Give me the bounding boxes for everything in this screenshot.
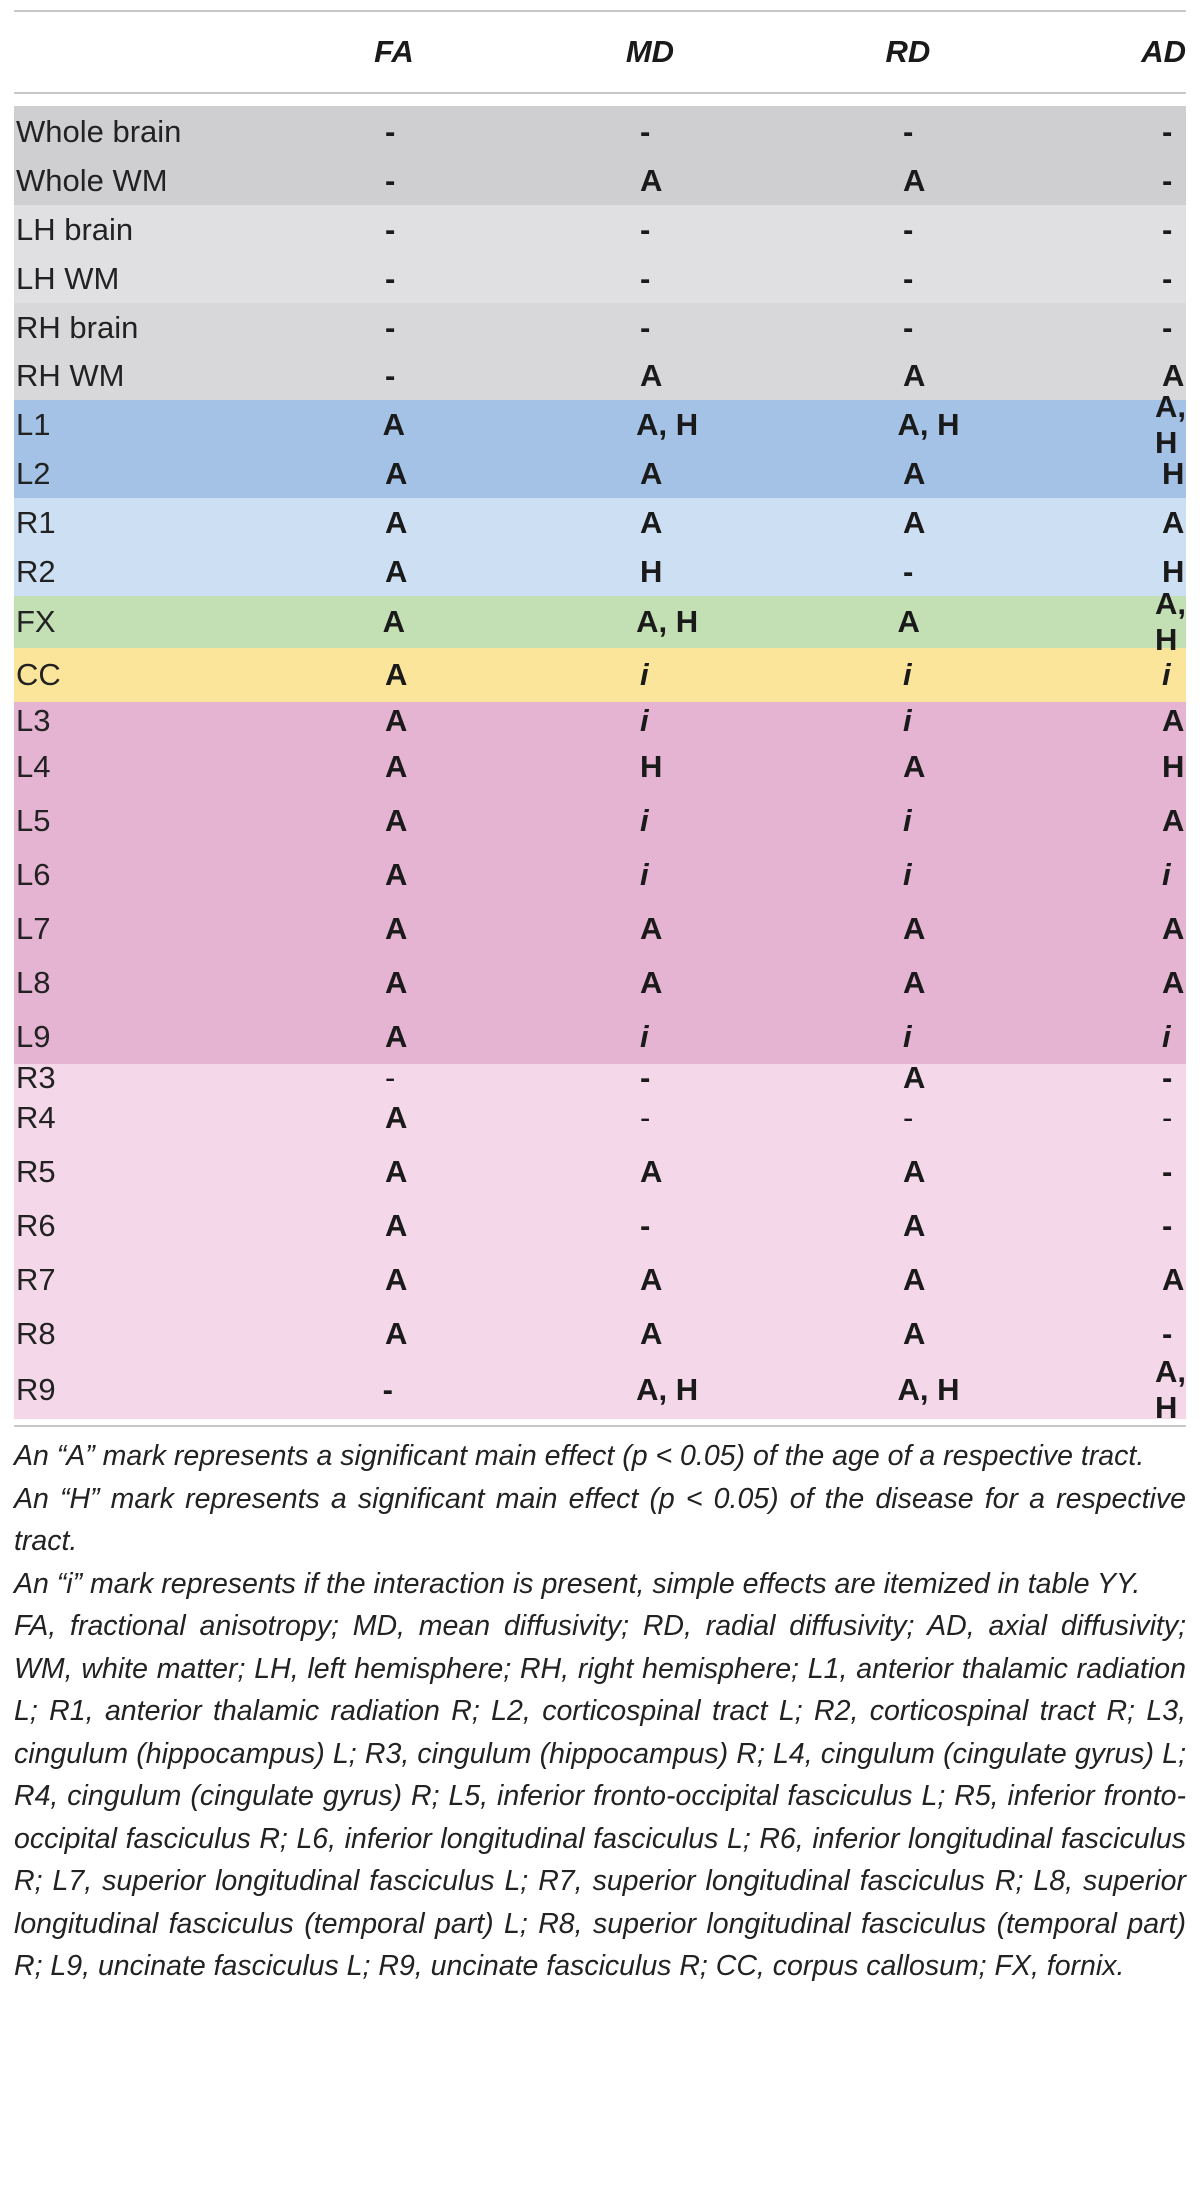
cell-md: - [640, 1208, 651, 1243]
row-label: LH brain [16, 212, 134, 247]
table-row [14, 1059, 1186, 1095]
row-label: R2 [16, 554, 56, 589]
cell-rd: - [903, 113, 914, 149]
cell-md: H [640, 749, 663, 784]
cell-fa: - [385, 163, 396, 198]
row-label: R9 [16, 1372, 56, 1407]
row-label: L3 [16, 703, 51, 738]
row-label: R4 [16, 1100, 56, 1135]
header-md: MD [625, 34, 675, 69]
table-row [14, 1145, 1186, 1199]
cell-md: A [640, 456, 663, 491]
cell-fa: - [385, 358, 396, 393]
cell-ad: i [1162, 1019, 1171, 1054]
cell-md: H [640, 554, 663, 589]
cell-fa: A [385, 1100, 408, 1135]
cell-rd: i [903, 857, 912, 892]
row-label: RH WM [16, 358, 125, 393]
cell-rd: A [903, 1262, 926, 1297]
table-row [14, 1010, 1186, 1064]
row-label: R3 [16, 1059, 56, 1095]
results-table [14, 10, 1186, 1988]
table-body [14, 106, 1186, 1425]
table-row [14, 205, 1186, 255]
table-row [14, 1199, 1186, 1253]
cell-md: i [640, 657, 649, 692]
footnote-h: An “H” mark represents a significant main effect (p < 0.05) of the disease for a respective tract. [14, 1482, 1186, 1557]
cell-fa: A [385, 1154, 408, 1189]
cell-ad: A [1162, 965, 1185, 1000]
cell-rd: A [903, 1316, 926, 1351]
footnote-a: An “A” mark represents a significant main effect (p < 0.05) of the age of a respective tract. [14, 1440, 1145, 1472]
row-label: Whole brain [16, 113, 182, 149]
cell-md: A [640, 1316, 663, 1351]
cell-md: A [640, 965, 663, 1000]
cell-fa: A [385, 749, 408, 784]
cell-fa: A [385, 965, 408, 1000]
cell-ad: A, H [1155, 389, 1186, 460]
cell-ad: - [1162, 1154, 1173, 1189]
cell-rd: A [903, 456, 926, 491]
cell-ad: A, H [1155, 1354, 1186, 1425]
row-label: L6 [16, 857, 51, 892]
row-label: LH WM [16, 261, 120, 296]
cell-ad: - [1162, 1208, 1173, 1243]
footnote-abbreviations: FA, fractional anisotropy; MD, mean diffusivity; RD, radial diffusivity; AD, axial diffusivity; WM, white matter; LH, left hemisphere; RH, right hemisphere; L1, anterior thalamic radiation L; R1, anterior thalamic radiation R; L2, corticospinal tract L; R2, corticospinal tract R; L3, cingulum (hippocampus) L; R3, cingulum (hippocampus) R; L4, cingulum (cingulate gyrus) L; R4, cingulum (cingulate gyrus) R; L5, inferior fronto-occipital fasciculus L; R5, inferior fronto-occipital fasciculus R; L6, inferior longitudinal fasciculus L; R6, inferior longitudinal fasciculus R; L7, superior longitudinal fasciculus L; R7, superior longitudinal fasciculus R; L8, superior longitudinal fasciculus (temporal part) L; R8, superior longitudinal fasciculus (temporal part) R; L9, uncinate fasciculus L; R9, uncinate fasciculus R; CC, corpus callosum; FX, fornix. [14, 1610, 1186, 1982]
row-label: R6 [16, 1208, 56, 1243]
cell-md: A [640, 911, 663, 946]
cell-ad: H [1162, 554, 1185, 589]
cell-ad: A, H [1155, 586, 1186, 657]
cell-fa: A [385, 1262, 408, 1297]
cell-ad: - [1162, 113, 1173, 149]
cell-rd: - [903, 212, 914, 247]
row-label: L1 [16, 407, 51, 442]
cell-fa: - [382, 1372, 393, 1407]
table-row [14, 1307, 1186, 1361]
table-row [14, 352, 1186, 400]
table-row [14, 1091, 1186, 1145]
table-row [14, 902, 1186, 956]
cell-rd: A [903, 505, 926, 540]
cell-ad: A [1162, 703, 1185, 738]
cell-ad: - [1162, 1316, 1173, 1351]
cell-md: A, H [636, 604, 699, 639]
header-fa: FA [374, 34, 414, 69]
cell-rd: i [903, 657, 912, 692]
row-label: R5 [16, 1154, 56, 1189]
cell-md: A [640, 1262, 663, 1297]
cell-md: - [640, 113, 651, 149]
table-row [14, 157, 1186, 205]
cell-rd: A [903, 1154, 926, 1189]
cell-rd: A [903, 749, 926, 784]
cell-ad: A [1162, 803, 1185, 838]
cell-ad: - [1162, 261, 1173, 296]
cell-fa: - [385, 309, 396, 345]
cell-md: - [640, 261, 651, 296]
cell-rd: A [903, 358, 926, 393]
cell-rd: - [903, 554, 914, 589]
cell-rd: i [903, 1019, 912, 1054]
cell-md: - [640, 309, 651, 345]
cell-rd: A, H [897, 407, 960, 442]
cell-ad: H [1162, 749, 1185, 784]
cell-fa: - [385, 113, 396, 149]
cell-md: i [640, 703, 649, 738]
cell-ad: - [1162, 1100, 1173, 1135]
cell-rd: i [903, 703, 912, 738]
row-label: L2 [16, 456, 51, 491]
table-header [14, 12, 1186, 92]
row-label: FX [16, 604, 56, 639]
cell-fa: A [382, 407, 406, 442]
table-row [14, 848, 1186, 902]
row-label: Whole WM [16, 163, 168, 198]
cell-rd: A [903, 911, 926, 946]
cell-rd: - [903, 261, 914, 296]
cell-fa: A [385, 803, 408, 838]
cell-md: A [640, 505, 663, 540]
header-ad: AD [1141, 34, 1186, 69]
cell-md: A [640, 163, 663, 198]
cell-ad: i [1162, 857, 1171, 892]
row-label: L5 [16, 803, 51, 838]
cell-md: - [640, 212, 651, 247]
cell-fa: A [385, 911, 408, 946]
cell-rd: A [903, 1059, 926, 1095]
cell-md: - [640, 1100, 651, 1135]
cell-md: A [640, 358, 663, 393]
table-row [14, 702, 1186, 740]
cell-fa: A [385, 456, 408, 491]
table-row [14, 648, 1186, 702]
cell-md: A, H [636, 1372, 699, 1407]
cell-rd: - [903, 1100, 914, 1135]
cell-md: i [640, 803, 649, 838]
cell-rd: A [903, 965, 926, 1000]
table-row [14, 740, 1186, 794]
cell-rd: A, H [897, 1372, 960, 1407]
cell-fa: A [385, 1208, 408, 1243]
cell-ad: A [1162, 1262, 1185, 1297]
table-row [14, 548, 1186, 596]
cell-fa: - [385, 1059, 396, 1095]
cell-fa: - [385, 261, 396, 296]
cell-fa: A [385, 1019, 408, 1054]
cell-ad: - [1162, 163, 1173, 198]
table-row [14, 956, 1186, 1010]
cell-fa: A [385, 1316, 408, 1351]
cell-fa: A [385, 505, 408, 540]
cell-fa: A [385, 703, 408, 738]
row-label: R8 [16, 1316, 56, 1351]
cell-fa: A [385, 657, 408, 692]
cell-ad: A [1162, 505, 1185, 540]
table-row [14, 255, 1186, 303]
cell-fa: - [385, 212, 396, 247]
cell-fa: A [385, 554, 408, 589]
cell-ad: - [1162, 212, 1173, 247]
table-footnotes [14, 1435, 1186, 1988]
table-row [14, 450, 1186, 498]
row-label: L7 [16, 911, 51, 946]
table-row [14, 498, 1186, 548]
table-row [14, 1253, 1186, 1307]
cell-rd: A [897, 604, 920, 639]
cell-rd: i [903, 803, 912, 838]
cell-md: i [640, 857, 649, 892]
cell-ad: - [1162, 1059, 1173, 1095]
cell-rd: A [903, 1208, 926, 1243]
cell-ad: A [1162, 358, 1185, 393]
cell-md: - [640, 1059, 651, 1095]
row-label: L4 [16, 749, 51, 784]
table-row [14, 1354, 1186, 1425]
cell-ad: - [1162, 309, 1173, 345]
table-row [14, 389, 1186, 460]
row-label: RH brain [16, 309, 139, 345]
row-label: R1 [16, 505, 56, 540]
row-label: CC [16, 657, 61, 692]
table-row [14, 794, 1186, 848]
table-row [14, 303, 1186, 352]
cell-rd: - [903, 309, 914, 345]
row-label: L8 [16, 965, 51, 1000]
table-row [14, 586, 1186, 657]
cell-ad: A [1162, 911, 1185, 946]
row-label: R7 [16, 1262, 56, 1297]
cell-md: A, H [636, 407, 699, 442]
header-rd: RD [885, 34, 931, 69]
cell-ad: H [1162, 456, 1185, 491]
header-rule [14, 92, 1186, 94]
cell-ad: i [1162, 657, 1171, 692]
cell-md: i [640, 1019, 649, 1054]
cell-fa: A [382, 604, 406, 639]
cell-md: A [640, 1154, 663, 1189]
cell-rd: A [903, 163, 926, 198]
footnote-i: An “i” mark represents if the interaction is present, simple effects are itemized in table YY. [14, 1567, 1141, 1600]
row-label: L9 [16, 1019, 51, 1054]
table-row [14, 106, 1186, 157]
bottom-rule [14, 1425, 1186, 1427]
cell-fa: A [385, 857, 408, 892]
